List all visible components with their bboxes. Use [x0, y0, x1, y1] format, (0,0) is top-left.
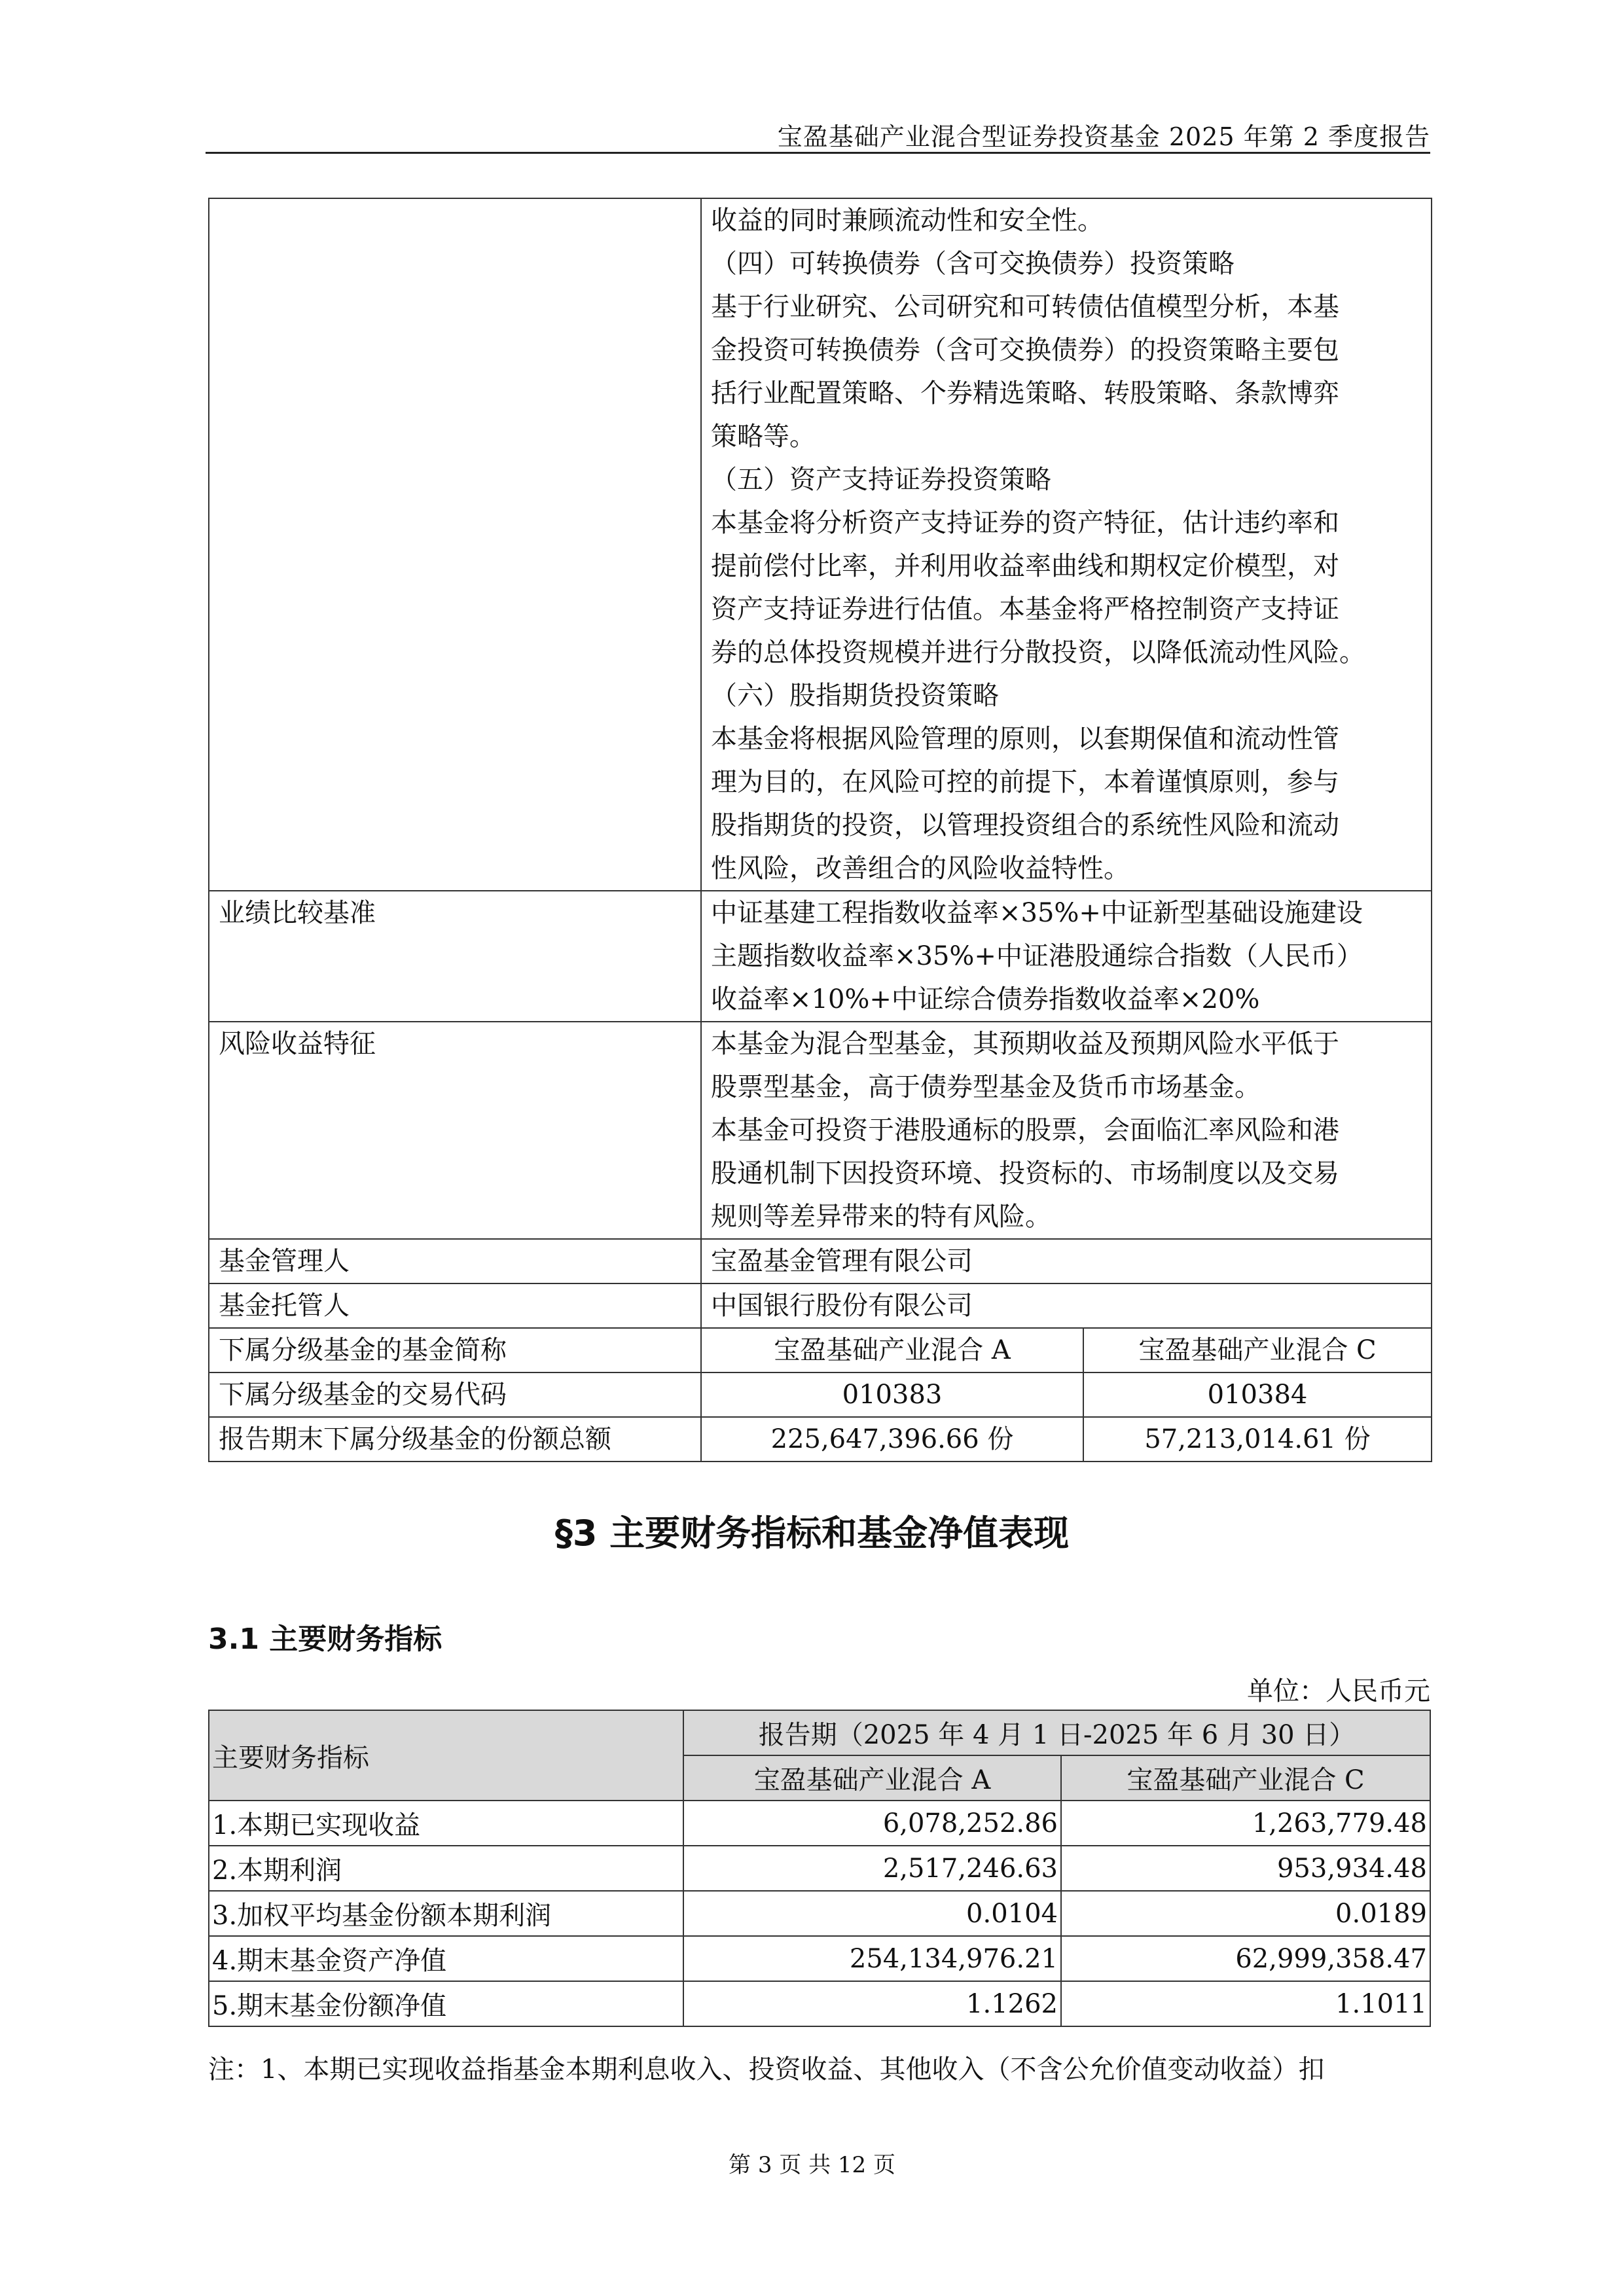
- strategy-line: 提前偿付比率，并利用收益率曲线和期权定价模型，对: [711, 551, 1339, 581]
- share-total-a: 225,647,396.66 份: [701, 1417, 1083, 1462]
- period-header: 报告期（2025 年 4 月 1 日-2025 年 6 月 30 日）: [683, 1710, 1430, 1755]
- value-c: 1.1011: [1061, 1981, 1430, 2026]
- risk-line: 本基金可投资于港股通标的股票，会面临汇率风险和港: [711, 1115, 1339, 1145]
- benchmark-line: 中证基建工程指数收益率×35%+中证新型基础设施建设: [711, 898, 1363, 928]
- table-row: [209, 1801, 1430, 1846]
- strategy-text-cell: [701, 198, 1432, 891]
- strategy-line: 股指期货的投资，以管理投资组合的系统性风险和流动: [711, 810, 1339, 840]
- benchmark-label: 业绩比较基准: [209, 891, 701, 1022]
- strategy-line: （四）可转换债券（含可交换债券）投资策略: [711, 249, 1235, 279]
- page-number: 第 3 页 共 12 页: [729, 2152, 895, 2178]
- row-label: 3.加权平均基金份额本期利润: [209, 1891, 683, 1936]
- strategy-line: 性风险，改善组合的风险收益特性。: [711, 853, 1130, 884]
- share-name-label: 下属分级基金的基金简称: [209, 1328, 701, 1372]
- strategy-label-cell: [209, 198, 701, 891]
- row-label: 2.本期利润: [209, 1846, 683, 1891]
- table-row: [209, 1936, 1430, 1981]
- corner-header: 主要财务指标: [209, 1710, 683, 1801]
- col-c-header: 宝盈基础产业混合 C: [1061, 1755, 1430, 1801]
- share-total-c: 57,213,014.61 份: [1083, 1417, 1432, 1462]
- unit-note: 单位：人民币元: [1247, 1676, 1430, 1706]
- strategy-line: 理为目的，在风险可控的前提下，本着谨慎原则，参与: [711, 767, 1339, 797]
- row-label: 4.期末基金资产净值: [209, 1936, 683, 1981]
- benchmark-value: [701, 891, 1432, 1022]
- strategy-line: 券的总体投资规模并进行分散投资，以降低流动性风险。: [711, 637, 1365, 668]
- table-row: [209, 891, 1432, 1022]
- row-label: 1.本期已实现收益: [209, 1801, 683, 1846]
- footnote: 注：1、本期已实现收益指基金本期利息收入、投资收益、其他收入（不含公允价值变动收益）扣: [208, 2054, 1325, 2085]
- custodian-label: 基金托管人: [209, 1283, 701, 1328]
- benchmark-line: 主题指数收益率×35%+中证港股通综合指数（人民币）: [711, 941, 1363, 971]
- risk-line: 股通机制下因投资环境、投资标的、市场制度以及交易: [711, 1158, 1339, 1189]
- strategy-line: （五）资产支持证券投资策略: [711, 465, 1051, 495]
- table-row: [209, 1846, 1430, 1891]
- table-row: [209, 1239, 1432, 1283]
- col-a-header: 宝盈基础产业混合 A: [683, 1755, 1061, 1801]
- manager-value: 宝盈基金管理有限公司: [701, 1239, 1432, 1283]
- value-c: 953,934.48: [1061, 1846, 1430, 1891]
- subsection-title: 3.1 主要财务指标: [208, 1623, 442, 1656]
- table-row: [209, 198, 1432, 891]
- value-a: 2,517,246.63: [683, 1846, 1061, 1891]
- financial-indicators-table: [208, 1710, 1431, 2027]
- share-name-a: 宝盈基础产业混合 A: [701, 1328, 1083, 1372]
- table-row: [209, 1328, 1432, 1372]
- risk-label: 风险收益特征: [209, 1022, 701, 1239]
- share-name-c: 宝盈基础产业混合 C: [1083, 1328, 1432, 1372]
- value-a: 254,134,976.21: [683, 1936, 1061, 1981]
- strategy-line: 基于行业研究、公司研究和可转债估值模型分析，本基: [711, 292, 1339, 322]
- table-row: [209, 1372, 1432, 1417]
- risk-line: 规则等差异带来的特有风险。: [711, 1202, 1051, 1232]
- value-a: 0.0104: [683, 1891, 1061, 1936]
- header-divider: [206, 152, 1430, 154]
- manager-label: 基金管理人: [209, 1239, 701, 1283]
- table-header-row: [209, 1710, 1430, 1755]
- strategy-line: 本基金将分析资产支持证券的资产特征，估计违约率和: [711, 508, 1339, 538]
- value-c: 1,263,779.48: [1061, 1801, 1430, 1846]
- strategy-line: 金投资可转换债券（含可交换债券）的投资策略主要包: [711, 335, 1339, 365]
- fund-info-table: [208, 198, 1432, 1462]
- table-row: [209, 1417, 1432, 1462]
- risk-value: [701, 1022, 1432, 1239]
- strategy-line: 本基金将根据风险管理的原则，以套期保值和流动性管: [711, 724, 1339, 754]
- risk-line: 股票型基金，高于债券型基金及货币市场基金。: [711, 1072, 1261, 1102]
- share-code-c: 010384: [1083, 1372, 1432, 1417]
- strategy-line: （六）股指期货投资策略: [711, 681, 999, 711]
- strategy-line: 收益的同时兼顾流动性和安全性。: [711, 206, 1104, 236]
- table-row: [209, 1981, 1430, 2026]
- row-label: 5.期末基金份额净值: [209, 1981, 683, 2026]
- table-row: [209, 1283, 1432, 1328]
- value-a: 6,078,252.86: [683, 1801, 1061, 1846]
- value-c: 62,999,358.47: [1061, 1936, 1430, 1981]
- share-code-a: 010383: [701, 1372, 1083, 1417]
- share-code-label: 下属分级基金的交易代码: [209, 1372, 701, 1417]
- value-a: 1.1262: [683, 1981, 1061, 2026]
- table-row: [209, 1022, 1432, 1239]
- strategy-line: 资产支持证券进行估值。本基金将严格控制资产支持证: [711, 594, 1339, 624]
- benchmark-line: 收益率×10%+中证综合债券指数收益率×20%: [711, 984, 1260, 1014]
- table-row: [209, 1891, 1430, 1936]
- custodian-value: 中国银行股份有限公司: [701, 1283, 1432, 1328]
- risk-line: 本基金为混合型基金，其预期收益及预期风险水平低于: [711, 1029, 1339, 1059]
- strategy-line: 括行业配置策略、个券精选策略、转股策略、条款博弈: [711, 378, 1339, 408]
- report-header-title: 宝盈基础产业混合型证券投资基金 2025 年第 2 季度报告: [777, 122, 1430, 151]
- section-title: §3 主要财务指标和基金净值表现: [554, 1513, 1070, 1554]
- strategy-line: 策略等。: [711, 422, 816, 452]
- share-total-label: 报告期末下属分级基金的份额总额: [209, 1417, 701, 1462]
- value-c: 0.0189: [1061, 1891, 1430, 1936]
